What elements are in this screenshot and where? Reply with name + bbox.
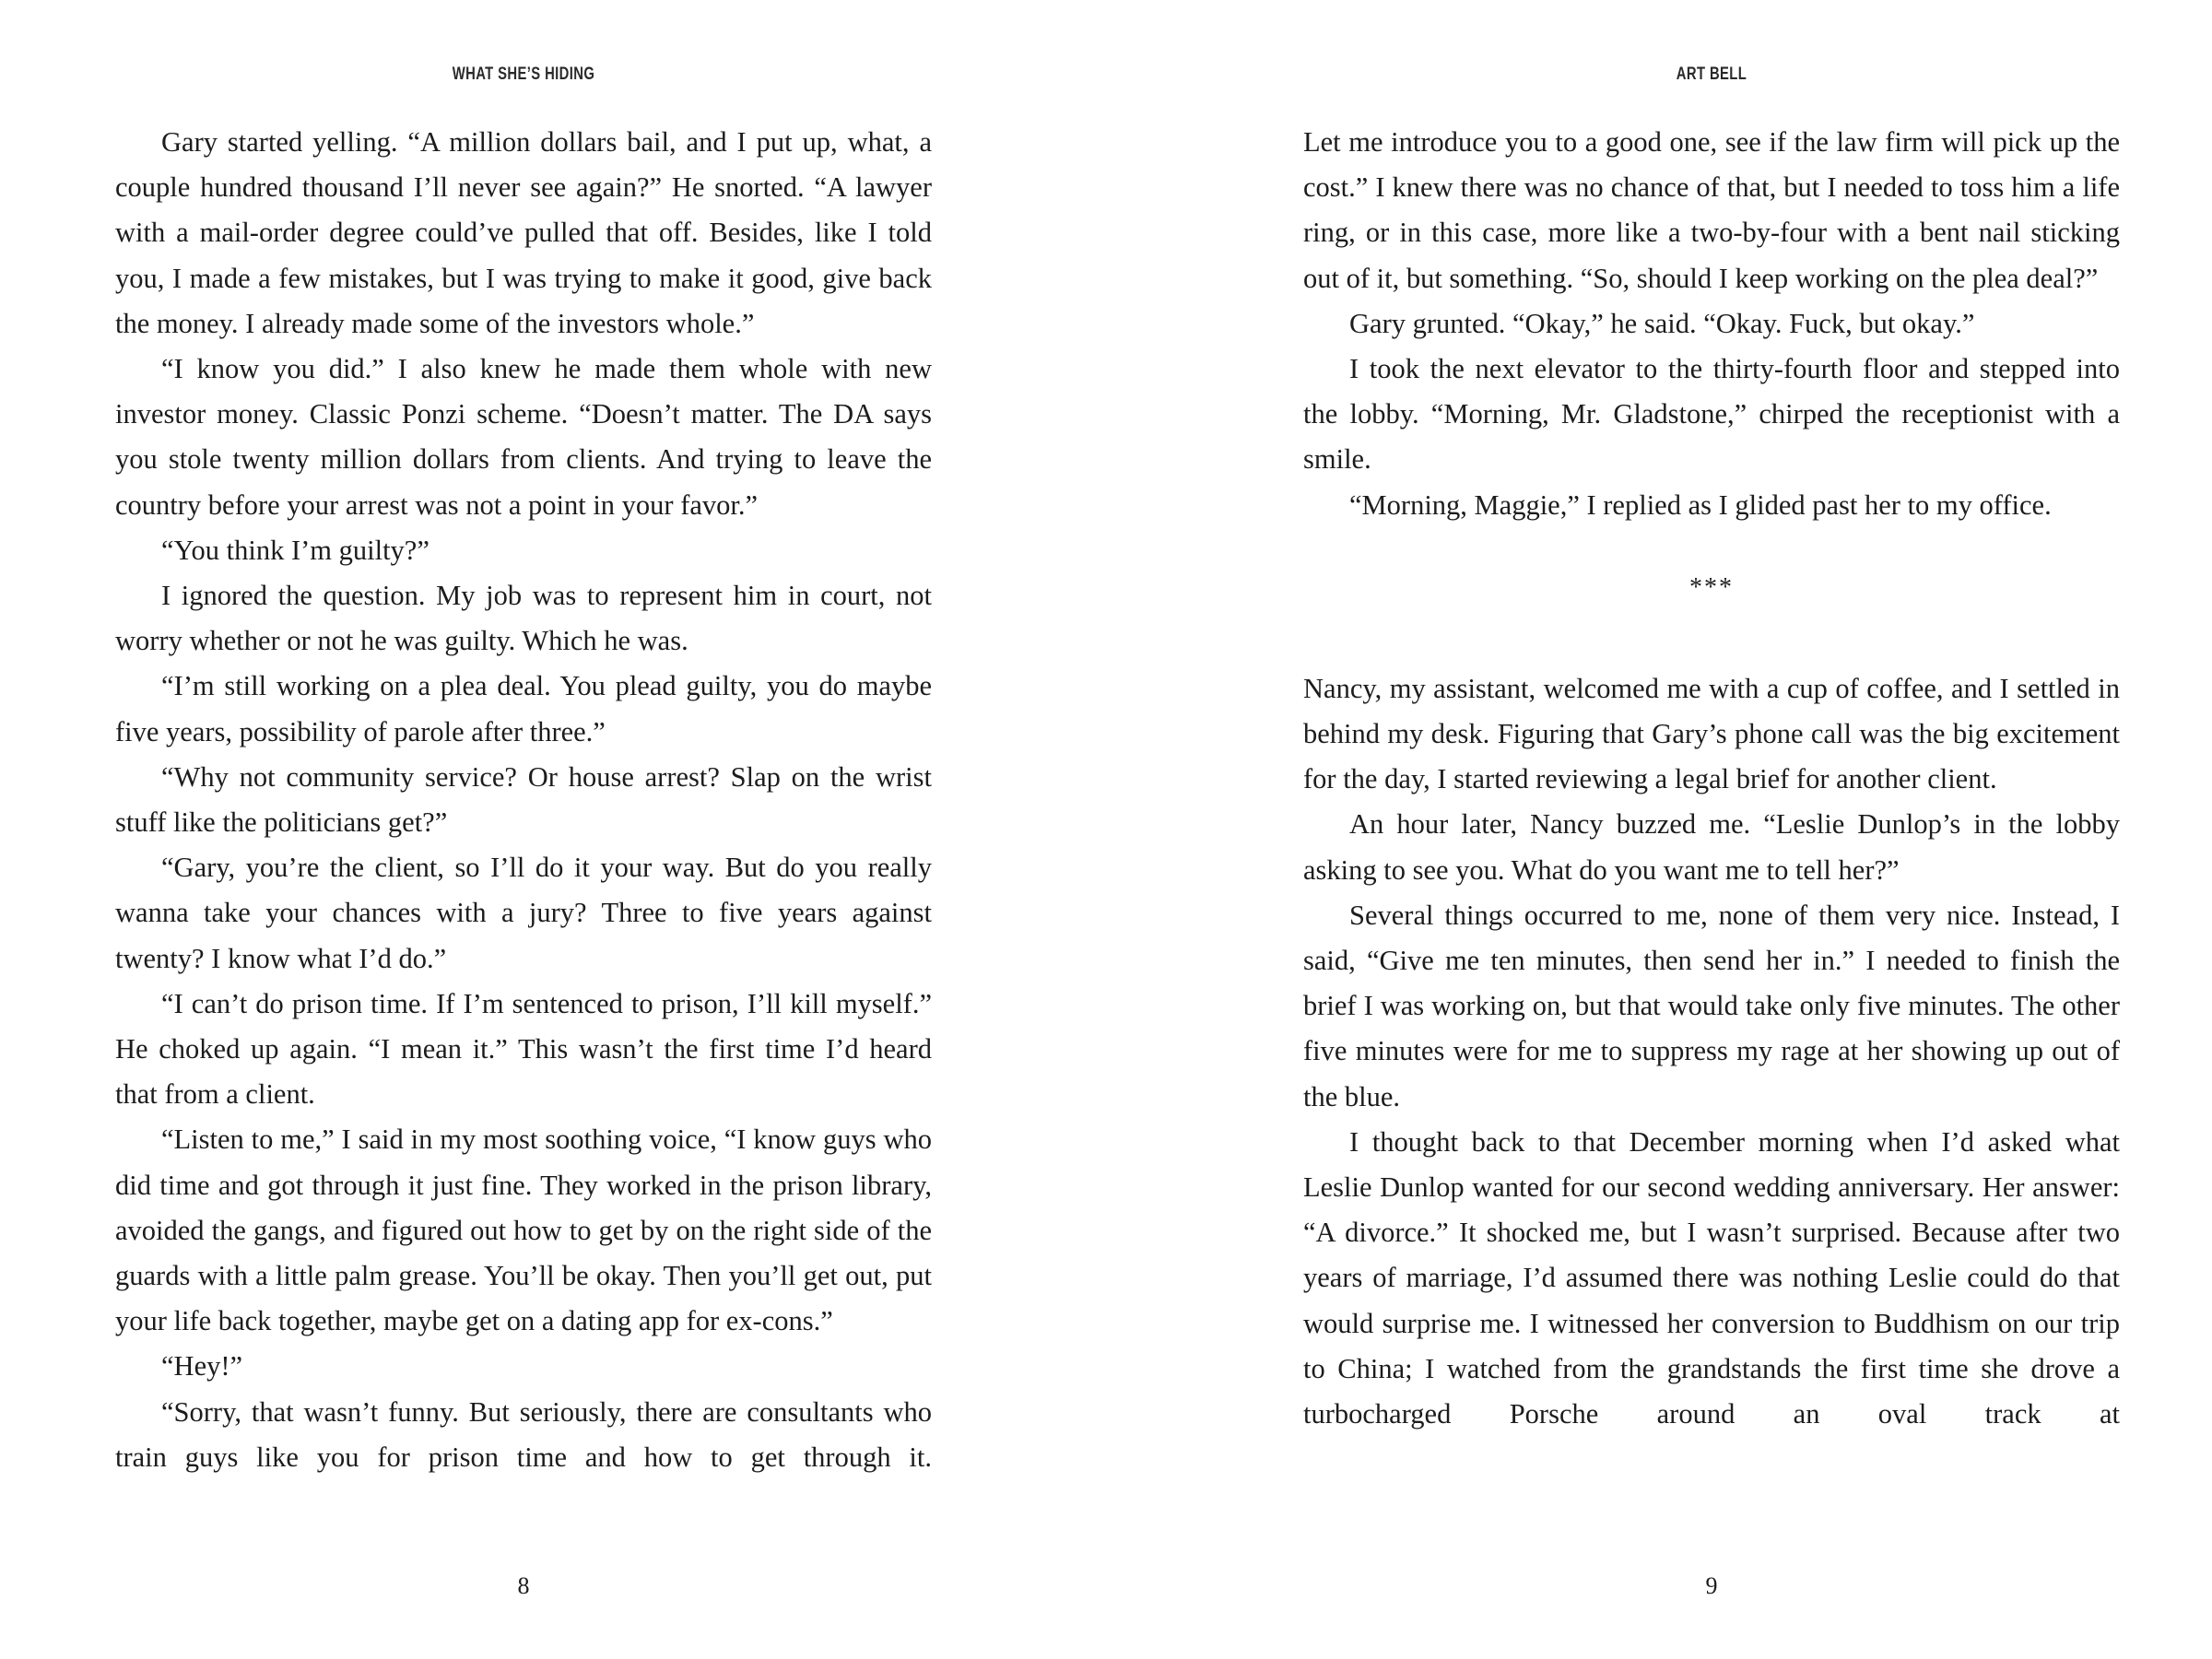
- scene-break: ***: [1689, 572, 1734, 602]
- paragraph: “Morning, Maggie,” I replied as I glided past her to my office.: [1349, 488, 2052, 521]
- paragraph: “I know you did.” I also knew he made them whole with new investor money. Classic Ponzi scheme. “Doesn’t matter. The DA says you stole twenty million dollars from clients. And trying to leave the country before your arrest was not a point in your favor.”: [115, 353, 932, 521]
- paragraph: “Sorry, that wasn’t funny. But seriously, there are consultants who train guys like you for prison time and how to get through it.: [115, 1395, 932, 1473]
- paragraph: I ignored the question. My job was to represent him in court, not worry whether or not he was guilty. Which he was.: [115, 580, 932, 657]
- paragraph: “Gary, you’re the client, so I’ll do it your way. But do you really wanna take your chances with a jury? Three to five years against twenty? I know what I’d do.”: [115, 852, 932, 974]
- paragraph: Nancy, my assistant, welcomed me with a cup of coffee, and I settled in behind my desk. Figuring that Gary’s phone call was the big excitement for the day, I started reviewing a legal brief for another client.: [1303, 672, 2120, 795]
- paragraph: An hour later, Nancy buzzed me. “Leslie Dunlop’s in the lobby asking to see you. What do you want me to tell her?”: [1303, 808, 2120, 886]
- page-number: 9: [1705, 1572, 1718, 1599]
- right-page-body: [1303, 120, 2120, 1437]
- left-page-body: [115, 120, 932, 1480]
- paragraph: “I’m still working on a plea deal. You plead guilty, you do maybe five years, possibility of parole after three.”: [115, 670, 932, 747]
- paragraph: “You think I’m guilty?”: [161, 534, 429, 566]
- paragraph: Gary started yelling. “A million dollars bail, and I put up, what, a couple hundred thousand I’ll never see again?” He snorted. “A lawyer with a mail-order degree could’ve pulled that off. Besides, like I told you, I made a few mistakes, but I was trying to make it good, give back the money. I already made some of the investors whole.”: [115, 126, 932, 339]
- left-page: [115, 0, 932, 1659]
- paragraph: “Hey!”: [161, 1350, 243, 1382]
- paragraph: Gary grunted. “Okay,” he said. “Okay. Fuck, but okay.”: [1349, 307, 1975, 339]
- right-page: [1303, 0, 2120, 1659]
- paragraph: “Listen to me,” I said in my most soothing voice, “I know guys who did time and got through it just fine. They worked in the prison library, avoided the gangs, and figured out how to get by on the right side of the guards with a little palm grease. You’ll be okay. Then you’ll get out, put your life back together, maybe get on a dating app for ex-cons.”: [115, 1124, 932, 1337]
- paragraph: I thought back to that December morning when I’d asked what Leslie Dunlop wanted for our second wedding anniversary. Her answer: “A divorce.” It shocked me, but I wasn’t surprised. Because after two years of marriage, I’d assumed there was nothing Leslie could do that would surprise me. I witnessed her conversion to Buddhism on our trip to China; I watched from the grandstands the first time she drove a turbocharged Porsche around an oval track at: [1303, 1125, 2120, 1430]
- page-number: 8: [517, 1572, 530, 1599]
- paragraph: “Why not community service? Or house arrest? Slap on the wrist stuff like the politicians get?”: [115, 760, 932, 839]
- paragraph: I took the next elevator to the thirty-fourth floor and stepped into the lobby. “Morning, Mr. Gladstone,” chirped the receptionist with a smile.: [1303, 353, 2120, 476]
- paragraph: “I can’t do prison time. If I’m sentenced to prison, I’ll kill myself.” He choked up again. “I mean it.” This wasn’t the first time I’d heard that from a client.: [115, 987, 932, 1111]
- paragraph-continued: Let me introduce you to a good one, see if the law firm will pick up the cost.” I knew there was no chance of that, but I needed to toss him a life ring, or in this case, more like a two-by-four with a bent nail sticking out of it, but something. “So, should I keep working on the plea deal?”: [1303, 126, 2120, 294]
- paragraph: Several things occurred to me, none of them very nice. Instead, I said, “Give me ten minutes, then send her in.” I needed to finish the brief I was working on, but that would take only five minutes. The other five minutes were for me to suppress my rage at her showing up out of the blue.: [1303, 899, 2120, 1112]
- running-head-book-title: WHAT SHE’S HIDING: [452, 65, 595, 84]
- running-head-author: ART BELL: [1676, 65, 1747, 84]
